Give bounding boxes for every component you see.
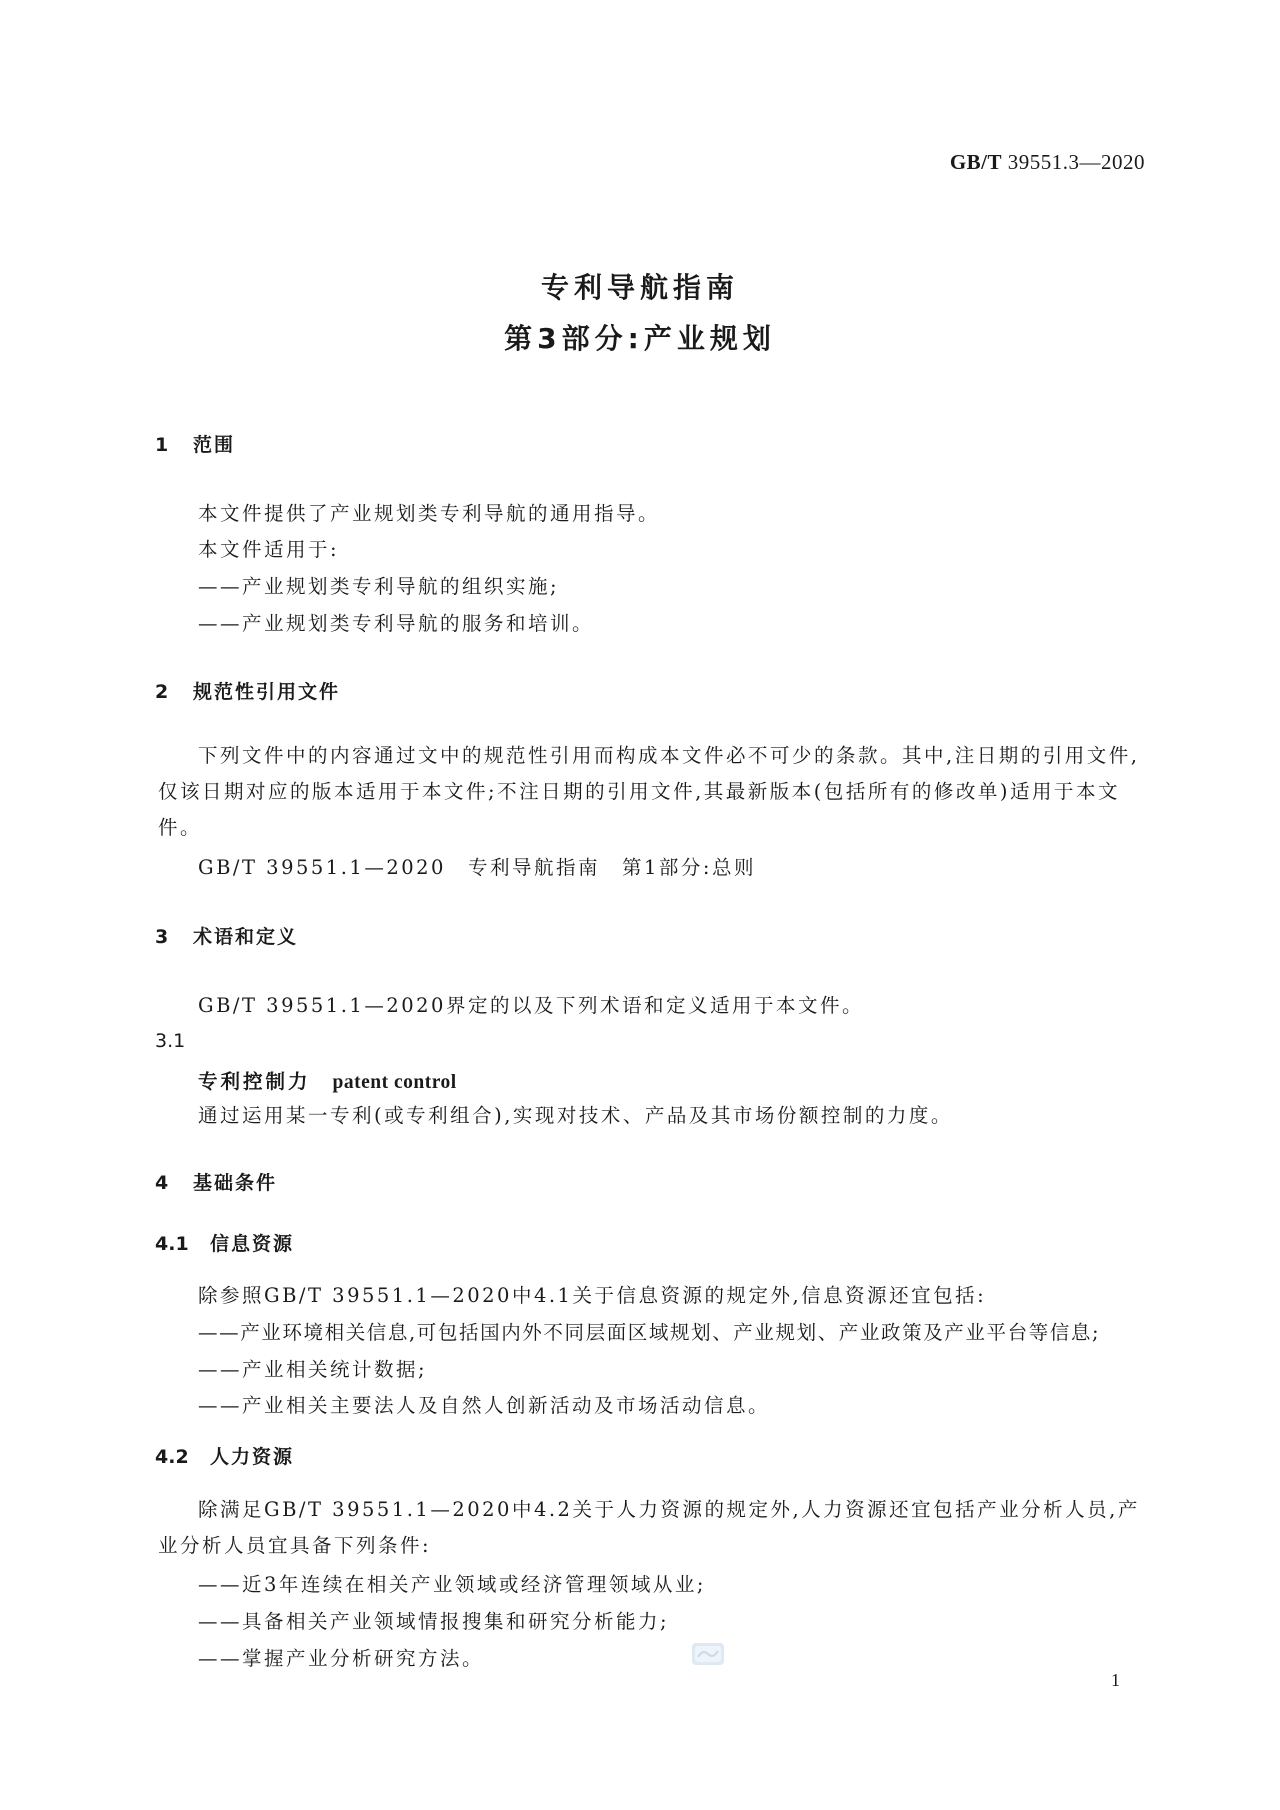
paragraph: GB/T 39551.1—2020界定的以及下列术语和定义适用于本文件。	[198, 994, 864, 1017]
clause-number: 4.2	[155, 1446, 189, 1468]
document-subtitle: 第3部分:产业规划	[504, 322, 776, 355]
section-title: 术语和定义	[193, 926, 299, 948]
reference-part: 第1部分:总则	[621, 856, 756, 879]
section-title: 基础条件	[193, 1172, 278, 1194]
list-item: ——产业相关主要法人及自然人创新活动及市场活动信息。	[198, 1394, 771, 1417]
reference-title: 专利导航指南	[467, 856, 600, 879]
page-number: 1	[1111, 1670, 1120, 1690]
standard-code-number: 39551.3—2020	[1007, 150, 1145, 174]
paragraph: 本文件提供了产业规划类专利导航的通用指导。	[198, 502, 661, 525]
section-1-heading	[155, 430, 235, 457]
clause-4-2-heading	[155, 1442, 294, 1469]
section-3-heading	[155, 922, 298, 949]
section-title: 范围	[193, 434, 236, 456]
clause-4-1-heading	[155, 1229, 294, 1256]
term-number: 3.1	[155, 1030, 186, 1052]
section-number: 4	[155, 1172, 169, 1194]
document-title: 专利导航指南	[540, 271, 739, 304]
section-2-heading	[155, 677, 340, 704]
term-entry	[198, 1066, 457, 1094]
section-number: 2	[155, 681, 169, 703]
paragraph: 本文件适用于:	[198, 538, 340, 561]
term-chinese: 专利控制力	[198, 1070, 311, 1093]
list-item: ——产业规划类专利导航的组织实施;	[198, 575, 560, 598]
section-number: 1	[155, 434, 169, 456]
standard-code	[950, 150, 1145, 175]
clause-title: 信息资源	[210, 1233, 295, 1255]
paragraph: 除参照GB/T 39551.1—2020中4.1关于信息资源的规定外,信息资源还宜包括:	[198, 1284, 987, 1307]
clause-number: 4.1	[155, 1233, 189, 1255]
reference-code: GB/T 39551.1—2020	[198, 856, 446, 879]
section-number: 3	[155, 926, 169, 948]
list-item: ——掌握产业分析研究方法。	[198, 1647, 485, 1670]
section-4-heading	[155, 1168, 277, 1195]
term-definition: 通过运用某一专利(或专利组合),实现对技术、产品及其市场份额控制的力度。	[198, 1104, 953, 1127]
paragraph: 下列文件中的内容通过文中的规范性引用而构成本文件必不可少的条款。其中,注日期的引用文件,仅该日期对应的版本适用于本文件;不注日期的引用文件,其最新版本(包括所有的修改单)适用于本文件。	[158, 744, 1140, 839]
list-item: ——产业环境相关信息,可包括国内外不同层面区域规划、产业规划、产业政策及产业平台等信息;	[198, 1321, 1101, 1344]
clause-title: 人力资源	[210, 1446, 295, 1468]
paragraph: 除满足GB/T 39551.1—2020中4.2关于人力资源的规定外,人力资源还宜包括产业分析人员,产业分析人员宜具备下列条件:	[158, 1498, 1140, 1557]
term-english: patent control	[332, 1072, 457, 1093]
normative-reference	[198, 852, 756, 880]
sac-watermark-icon	[690, 1640, 726, 1668]
section-title: 规范性引用文件	[193, 681, 341, 703]
list-item: ——产业相关统计数据;	[198, 1358, 428, 1381]
list-item: ——产业规划类专利导航的服务和培训。	[198, 612, 595, 635]
standard-code-prefix: GB/T	[949, 150, 1002, 174]
list-item: ——具备相关产业领域情报搜集和研究分析能力;	[198, 1610, 670, 1633]
list-item: ——近3年连续在相关产业领域或经济管理领域从业;	[198, 1573, 706, 1596]
